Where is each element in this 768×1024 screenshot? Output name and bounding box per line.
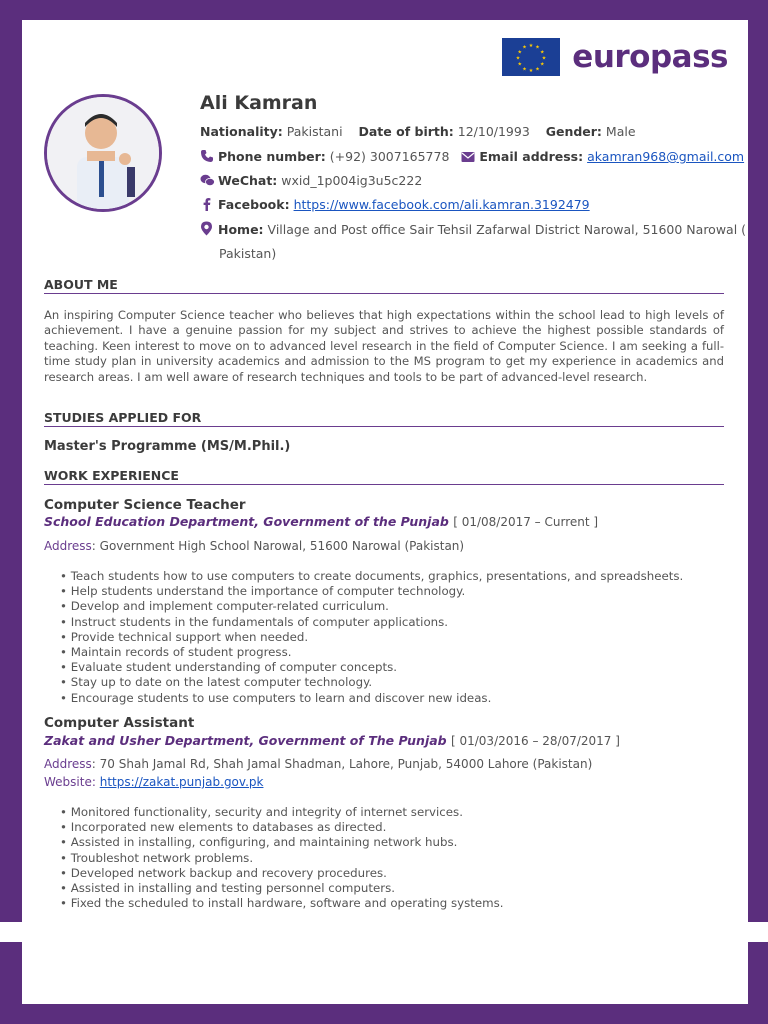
facebook-label: Facebook: <box>218 197 290 212</box>
facebook-icon <box>200 197 214 214</box>
page-border-bottom <box>0 1004 768 1024</box>
gender-value: Male <box>605 124 636 139</box>
about-text: An inspiring Computer Science teacher who believes that high expectations within the school lead to high levels of achievement. I have a genuine passion for my subject and strives to achieve the highest possible standards of teaching. Keen interest to move on to advanced level research in the field of Computer Science. I am seeking a full-time study plan in university academics and admission to the MS program to get my experience in academics and research areas. I am well aware of research techniques and tools to be part of advanced-level research. <box>44 308 724 384</box>
svg-text:★: ★ <box>529 68 534 74</box>
email-link[interactable]: akamran968@gmail.com <box>587 149 745 164</box>
job-employer <box>44 514 598 529</box>
page-border-right <box>748 0 768 1024</box>
duty-item: • Assisted in installing and testing personnel computers. <box>60 881 504 896</box>
nationality-value: Pakistani <box>286 124 343 139</box>
duty-item: • Teach students how to use computers to create documents, graphics, presentations, and spreadsheets. <box>60 569 683 584</box>
duty-item: • Provide technical support when needed. <box>60 630 683 645</box>
page-border-gap <box>748 922 768 942</box>
work-section-title: WORK EXPERIENCE <box>44 468 724 485</box>
home-address-line1: Village and Post office Sair Tehsil Zafarwal District Narowal, 51600 Narowal ( <box>267 222 747 237</box>
duty-item: • Help students understand the importance of computer technology. <box>60 584 683 599</box>
studies-section-title: STUDIES APPLIED FOR <box>44 410 724 427</box>
svg-text:★: ★ <box>522 66 528 73</box>
eu-flag-icon <box>502 38 560 76</box>
page-border-top <box>0 0 768 20</box>
job-dates: [ 01/08/2017 – Current ] <box>453 515 599 529</box>
svg-text:★: ★ <box>517 61 523 68</box>
employer-name: Zakat and Usher Department, Government of The Punjab <box>44 733 447 748</box>
svg-text:★: ★ <box>516 55 521 62</box>
job-address <box>44 757 592 771</box>
duty-item: • Fixed the scheduled to install hardware, software and operating systems. <box>60 896 504 911</box>
duty-item: • Assisted in installing, configuring, and maintaining network hubs. <box>60 835 504 850</box>
phone-value: (+92) 3007165778 <box>329 149 450 164</box>
job-employer <box>44 733 620 748</box>
phone-icon <box>200 149 214 166</box>
job-duties-list <box>60 805 504 911</box>
address-value: : Government High School Narowal, 51600 Narowal (Pakistan) <box>91 539 465 553</box>
email-label: Email address: <box>479 149 584 164</box>
home-address-line2: Pakistan) <box>219 246 277 261</box>
nationality-label: Nationality: <box>200 124 283 139</box>
map-pin-icon <box>200 221 214 239</box>
wechat-value: wxid_1p004ig3u5c222 <box>281 173 423 188</box>
europass-logo <box>502 38 728 76</box>
job-website <box>44 775 263 789</box>
job-address <box>44 539 464 553</box>
job-dates: [ 01/03/2016 – 28/07/2017 ] <box>450 734 620 748</box>
svg-text:★: ★ <box>517 49 523 56</box>
address-label: Address <box>44 539 92 553</box>
wechat-icon <box>200 174 214 190</box>
cv-page <box>22 20 748 1004</box>
personal-details-line <box>200 124 636 139</box>
job-title: Computer Assistant <box>44 715 195 731</box>
candidate-name: Ali Kamran <box>200 92 318 114</box>
duty-item: • Instruct students in the fundamentals of computer applications. <box>60 615 683 630</box>
phone-label: Phone number: <box>218 149 326 164</box>
address-label: Address <box>44 757 92 771</box>
svg-text:★: ★ <box>540 49 545 56</box>
job-duties-list <box>60 569 683 706</box>
duty-item: • Monitored functionality, security and integrity of internet services. <box>60 805 504 820</box>
duty-item: • Maintain records of student progress. <box>60 645 683 660</box>
duty-item: • Develop and implement computer-related curriculum. <box>60 599 683 614</box>
studies-programme: Master's Programme (MS/M.Phil.) <box>44 439 291 454</box>
duty-item: • Troubleshot network problems. <box>60 851 504 866</box>
europass-wordmark: europass <box>572 39 728 75</box>
dob-label: Date of birth: <box>358 124 454 139</box>
duty-item: • Evaluate student understanding of computer concepts. <box>60 660 683 675</box>
duty-item: • Stay up to date on the latest computer technology. <box>60 675 683 690</box>
about-section-title: ABOUT ME <box>44 277 724 294</box>
facebook-line <box>200 197 590 214</box>
contact-line <box>200 149 744 166</box>
duty-item: • Encourage students to use computers to learn and discover new ideas. <box>60 691 683 706</box>
website-label: Website: <box>44 775 96 789</box>
svg-text:★: ★ <box>540 61 545 68</box>
duty-item: • Incorporated new elements to databases as directed. <box>60 820 504 835</box>
home-line <box>200 221 746 239</box>
envelope-icon <box>461 151 475 166</box>
page-border-left <box>0 0 22 1024</box>
gender-label: Gender: <box>545 124 602 139</box>
facebook-link[interactable]: https://www.facebook.com/ali.kamran.3192479 <box>293 197 590 212</box>
svg-text:★: ★ <box>542 55 547 62</box>
dob-value: 12/10/1993 <box>457 124 530 139</box>
address-value: : 70 Shah Jamal Rd, Shah Jamal Shadman, Lahore, Punjab, 54000 Lahore (Pakistan) <box>91 757 593 771</box>
svg-text:★: ★ <box>535 44 541 51</box>
website-link[interactable]: https://zakat.punjab.gov.pk <box>99 775 264 789</box>
profile-photo <box>44 94 162 212</box>
home-label: Home: <box>218 222 264 237</box>
page-border-gap <box>0 922 22 942</box>
duty-item: • Developed network backup and recovery procedures. <box>60 866 504 881</box>
employer-name: School Education Department, Government of the Punjab <box>44 514 449 529</box>
job-title: Computer Science Teacher <box>44 497 246 513</box>
wechat-line <box>200 173 422 190</box>
svg-text:★: ★ <box>522 44 528 51</box>
svg-text:★: ★ <box>529 43 534 49</box>
svg-text:★: ★ <box>535 66 541 73</box>
wechat-label: WeChat: <box>218 173 278 188</box>
